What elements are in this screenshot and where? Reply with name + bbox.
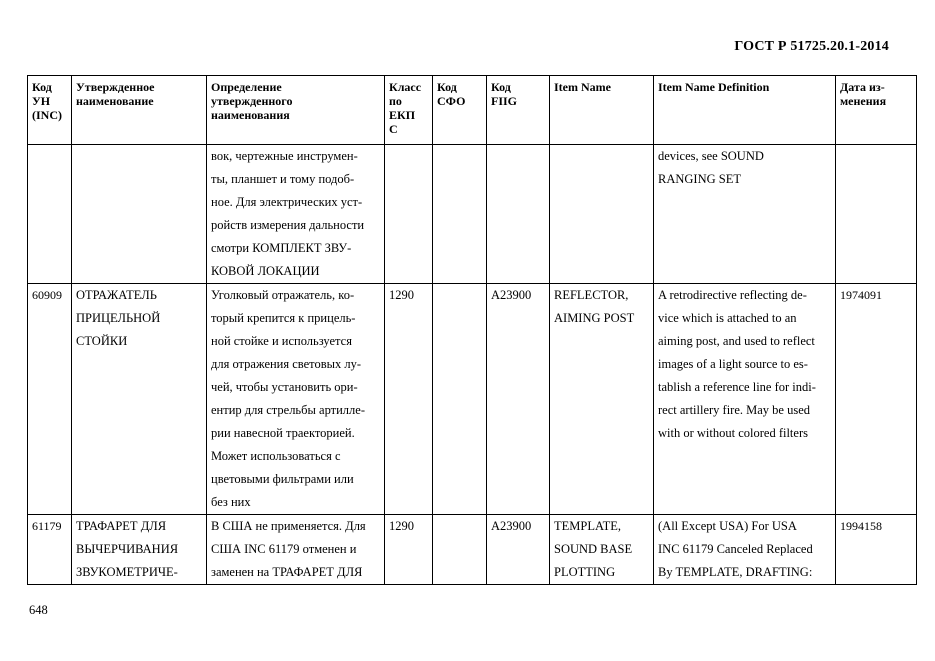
header-line: FIIG [491,94,518,108]
definition-cell [207,515,385,585]
header-line: (INC) [32,108,62,122]
approved-name-cell [72,145,207,284]
header-line: ЕКП [389,108,416,122]
class-cell [385,515,433,585]
text-line: RANGING SET [658,172,741,186]
fiig-cell [487,145,550,284]
col-change-date-header [836,76,917,145]
header-line: Item Name [554,80,611,94]
text-line: ВЫЧЕРЧИВАНИЯ [76,542,179,556]
text-line: ройств измерения дальности [211,218,365,232]
text-line: AIMING POST [554,311,635,325]
text-line: ОТРАЖАТЕЛЬ [76,288,157,302]
text-line: заменен на ТРАФАРЕТ ДЛЯ [211,565,363,579]
text-line: ной стойке и используется [211,334,352,348]
text-line: rect artillery fire. May be used [658,403,811,417]
inc-cell [28,515,72,585]
header-line: Код [32,80,52,94]
text-line: REFLECTOR, [554,288,629,302]
item-name-cell [550,515,654,585]
text-line: ентир для стрельбы артилле- [211,403,365,417]
catalog-table [27,75,917,585]
text-line: цветовыми фильтрами или [211,472,354,486]
text-line: для отражения световых лу- [211,357,362,371]
text-line: Может использоваться с [211,449,341,463]
header-line: СФО [437,94,466,108]
text-line: with or without colored filters [658,426,808,440]
text-line: СТОЙКИ [76,334,128,348]
col-sfo-header [433,76,487,145]
change-date-cell [836,284,917,515]
header-line: Item Name Definition [658,80,770,94]
header-line: Дата из- [840,80,885,94]
text-line: торый крепится к прицель- [211,311,356,325]
col-approved-name-header [72,76,207,145]
header-line: наименование [76,94,154,108]
header-line: Код [437,80,457,94]
cell-value: 1994158 [840,519,882,533]
header-line: Класс [389,80,422,94]
text-line: vice which is attached to an [658,311,797,325]
class-cell [385,284,433,515]
text-line: рии навесной траекторией. [211,426,355,440]
cell-value: A23900 [491,288,532,302]
table-row [28,515,917,585]
header-line: менения [840,94,887,108]
text-line: ПРИЦЕЛЬНОЙ [76,311,161,325]
text-line: aiming post, and used to reflect [658,334,815,348]
cell-value: A23900 [491,519,532,533]
header-line: по [389,94,402,108]
col-item-name-definition-header [654,76,836,145]
table-row [28,284,917,515]
class-cell [385,145,433,284]
definition-cell [207,284,385,515]
col-fiig-header [487,76,550,145]
col-definition-header [207,76,385,145]
text-line: США INC 61179 отменен и [211,542,357,556]
text-line: SOUND BASE [554,542,633,556]
text-line: INC 61179 Canceled Replaced [658,542,813,556]
text-line: ТРАФАРЕТ ДЛЯ [76,519,167,533]
fiig-cell [487,515,550,585]
item-name-definition-cell [654,515,836,585]
header-line: С [389,122,398,136]
inc-cell [28,284,72,515]
approved-name-cell [72,515,207,585]
approved-name-cell [72,284,207,515]
inc-cell [28,145,72,284]
text-line: devices, see SOUND [658,149,764,163]
header-line: наименования [211,108,290,122]
header-line: УН [32,94,51,108]
item-name-cell [550,145,654,284]
text-line: чей, чтобы установить ори- [211,380,358,394]
item-name-definition-cell [654,284,836,515]
cell-value: 1974091 [840,288,882,302]
col-inc-header [28,76,72,145]
cell-value: 1290 [389,288,414,302]
table-header-row [28,76,917,145]
cell-value: 1290 [389,519,414,533]
text-line: A retrodirective reflecting de- [658,288,807,302]
item-name-cell [550,284,654,515]
text-line: ЗВУКОМЕТРИЧЕ- [76,565,178,579]
header-line: Утвержденное [76,80,155,94]
text-line: вок, чертежные инструмен- [211,149,358,163]
text-line: (All Except USA) For USA [658,519,797,533]
header-line: утвержденного [211,94,293,108]
text-line: Уголковый отражатель, ко- [211,288,355,302]
change-date-cell [836,145,917,284]
table-row [28,145,917,284]
sfo-cell [433,145,487,284]
text-line: без них [211,495,251,509]
header-line: Определение [211,80,282,94]
standard-number: ГОСТ Р 51725.20.1-2014 [734,39,889,54]
col-item-name-header [550,76,654,145]
page-number: 648 [29,603,48,617]
text-line: tablish a reference line for indi- [658,380,816,394]
text-line: By TEMPLATE, DRAFTING: [658,565,813,579]
text-line: images of a light source to es- [658,357,808,371]
header-line: Код [491,80,511,94]
item-name-definition-cell [654,145,836,284]
sfo-cell [433,284,487,515]
sfo-cell [433,515,487,585]
col-class-header [385,76,433,145]
cell-value: 61179 [32,519,62,533]
text-line: ты, планшет и тому подоб- [211,172,355,186]
fiig-cell [487,284,550,515]
change-date-cell [836,515,917,585]
text-line: ное. Для электрических уст- [211,195,363,209]
text-line: В США не применяется. Для [211,519,366,533]
cell-value: 60909 [32,288,62,302]
text-line: TEMPLATE, [554,519,622,533]
text-line: КОВОЙ ЛОКАЦИИ [211,264,320,278]
text-line: PLOTTING [554,565,616,579]
text-line: смотри КОМПЛЕКТ ЗВУ- [211,241,352,255]
definition-cell [207,145,385,284]
